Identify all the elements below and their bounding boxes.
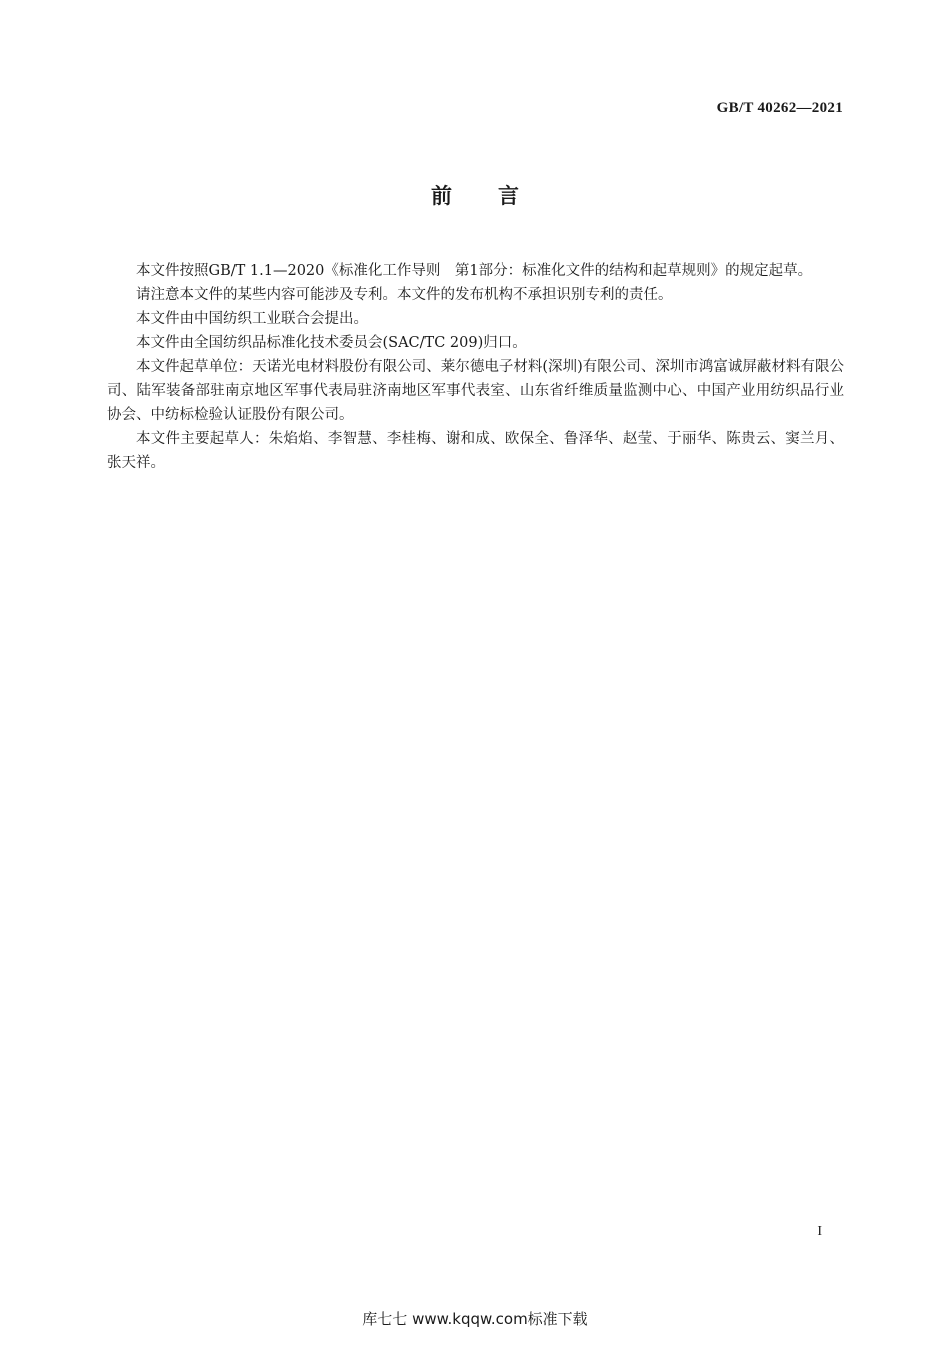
paragraph-technical-committee: 本文件由全国纺织品标准化技术委员会(SAC/TC 209)归口。 (136, 335, 527, 351)
paragraph-drafting-rule: 本文件按照GB/T 1.1—2020《标准化工作导则 第1部分：标准化文件的结构和起草规则》的规定起草。 (136, 263, 813, 279)
page-title: 前言 (431, 184, 565, 208)
paragraph-drafting-organizations: 本文件起草单位：天诺光电材料股份有限公司、莱尔德电子材料(深圳)有限公司、深圳市鸿富诚屏蔽材料有限公司、陆军装备部驻南京地区军事代表局驻济南地区军事代表室、山东省纤维质量监测中心、中国产业用纺织品行业协会、中纺标检验认证股份有限公司。 (107, 359, 844, 423)
foreword-body (107, 259, 844, 475)
standard-number: GB/T 40262—2021 (716, 100, 843, 116)
paragraph-proposer: 本文件由中国纺织工业联合会提出。 (136, 311, 368, 327)
page-number: I (817, 1224, 822, 1239)
paragraph-patent-notice: 请注意本文件的某些内容可能涉及专利。本文件的发布机构不承担识别专利的责任。 (136, 287, 673, 303)
paragraph-main-drafters: 本文件主要起草人：朱焰焰、李智慧、李桂梅、谢和成、欧保全、鲁泽华、赵莹、于丽华、陈贵云、窦兰月、张天祥。 (107, 431, 844, 471)
footer-watermark-text: 库七七 www.kqqw.com标准下载 (362, 1310, 588, 1328)
